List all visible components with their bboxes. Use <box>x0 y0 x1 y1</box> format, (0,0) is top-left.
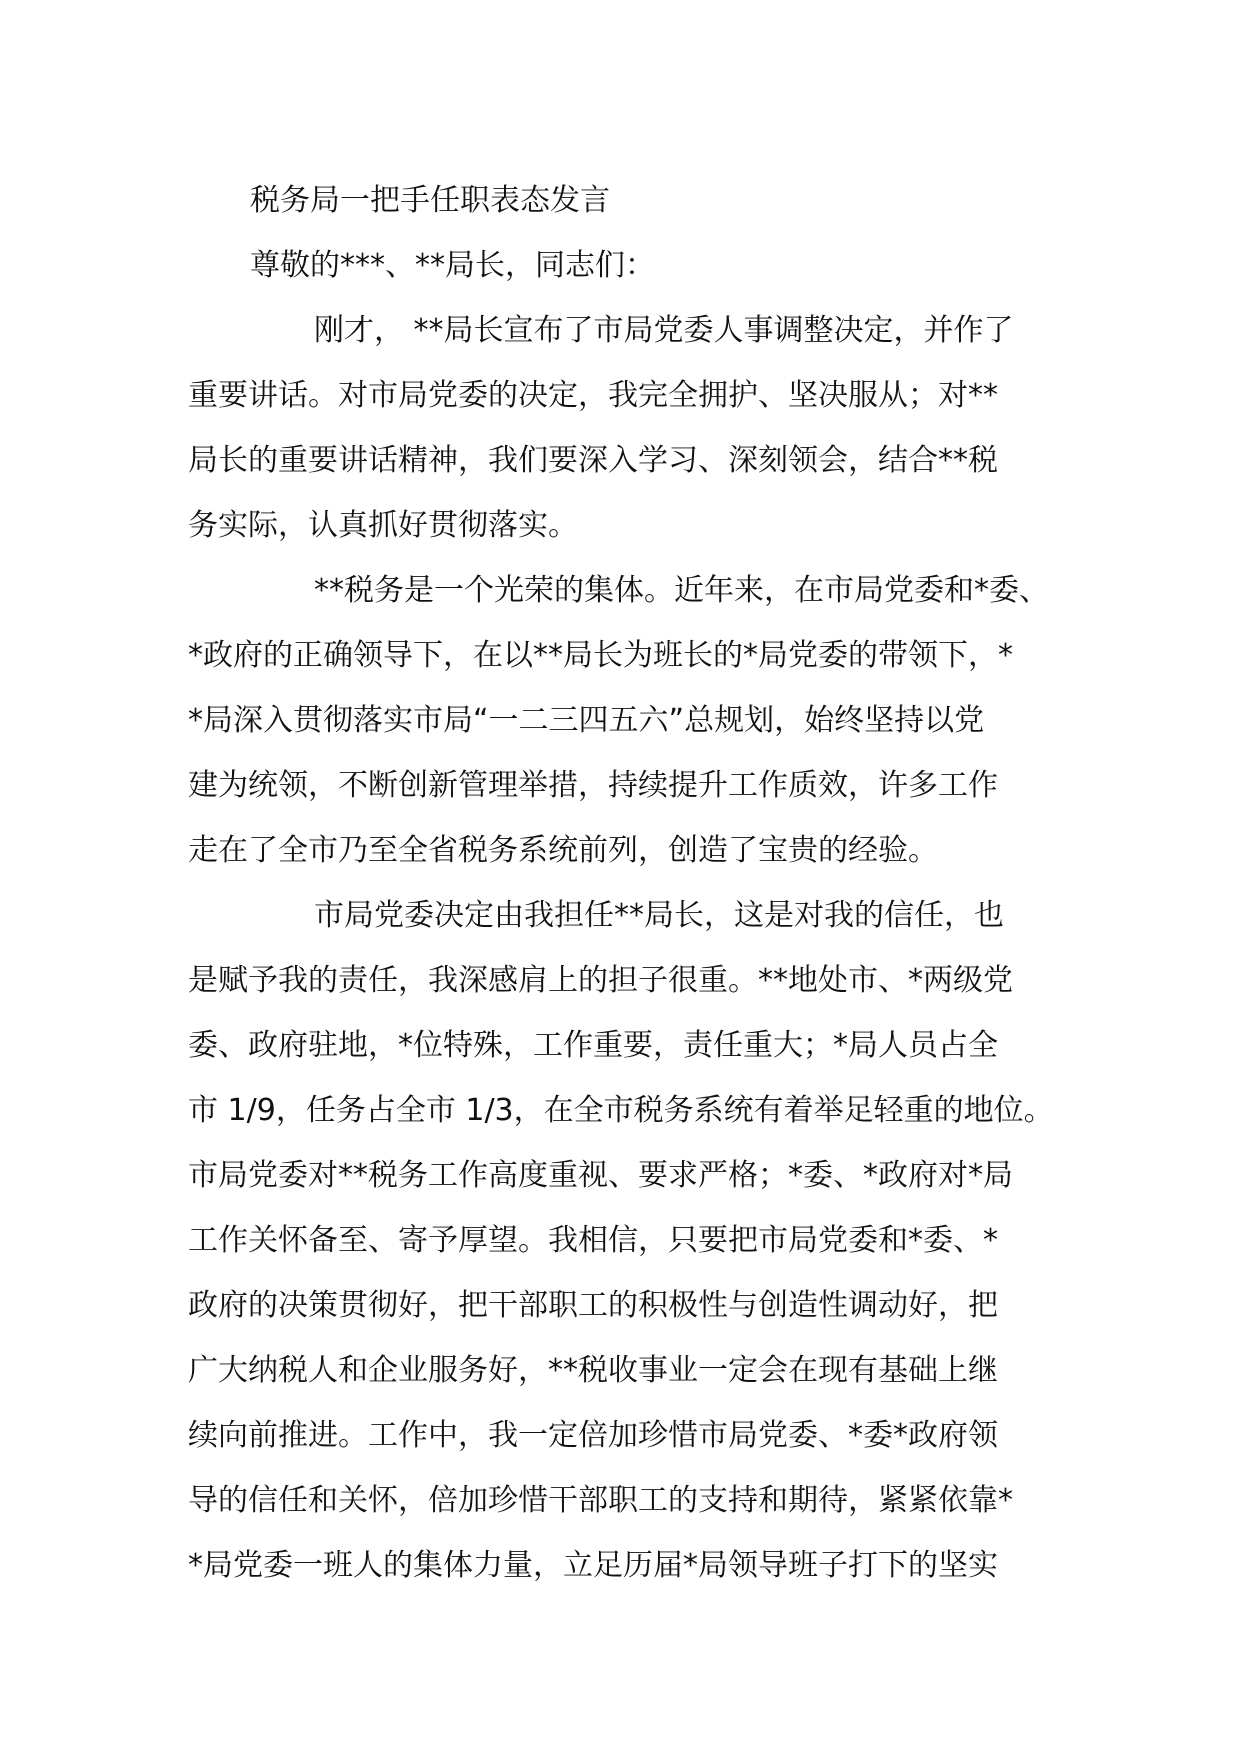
paragraph-line: **税务是一个光荣的集体。近年来，在市局党委和*委、 <box>314 573 1049 608</box>
document-body <box>188 168 1068 1598</box>
paragraph-line: 政府的决策贯彻好，把干部职工的积极性与创造性调动好，把 <box>188 1288 998 1323</box>
paragraph-3 <box>188 883 1068 1598</box>
paragraph-1 <box>188 298 1068 558</box>
paragraph-line: 市 1/9，任务占全市 1/3，在全市税务系统有着举足轻重的地位。 <box>188 1093 1054 1128</box>
paragraph-line: 委、政府驻地，*位特殊，工作重要，责任重大；*局人员占全 <box>188 1028 998 1063</box>
paragraph-line: 走在了全市乃至全省税务系统前列，创造了宝贵的经验。 <box>188 833 938 868</box>
paragraph-line: 市局党委对**税务工作高度重视、要求严格；*委、*政府对*局 <box>188 1158 1013 1193</box>
paragraph-line: 局长的重要讲话精神，我们要深入学习、深刻领会，结合**税 <box>188 443 998 478</box>
paragraph-line: *局深入贯彻落实市局“一二三四五六”总规划，始终坚持以党 <box>188 703 985 738</box>
paragraph-line: 导的信任和关怀，倍加珍惜干部职工的支持和期待，紧紧依靠* <box>188 1483 1013 1518</box>
paragraph-line: 是赋予我的责任，我深感肩上的担子很重。**地处市、*两级党 <box>188 963 1013 998</box>
document-title: 税务局一把手任职表态发言 <box>250 183 610 218</box>
paragraph-line: 续向前推进。工作中，我一定倍加珍惜市局党委、*委*政府领 <box>188 1418 998 1453</box>
paragraph-line: 重要讲话。对市局党委的决定，我完全拥护、坚决服从；对** <box>188 378 998 413</box>
paragraph-line: 建为统领，不断创新管理举措，持续提升工作质效，许多工作 <box>188 768 998 803</box>
paragraph-line: *政府的正确领导下，在以**局长为班长的*局党委的带领下，* <box>188 638 1013 673</box>
paragraph-line: 刚才， **局长宣布了市局党委人事调整决定，并作了 <box>314 313 1014 348</box>
salutation: 尊敬的***、**局长，同志们： <box>250 248 655 283</box>
paragraph-line: 广大纳税人和企业服务好，**税收事业一定会在现有基础上继 <box>188 1353 998 1388</box>
paragraph-line: 工作关怀备至、寄予厚望。我相信，只要把市局党委和*委、* <box>188 1223 998 1258</box>
paragraph-2 <box>188 558 1068 883</box>
paragraph-line: 务实际，认真抓好贯彻落实。 <box>188 508 578 543</box>
paragraph-line: *局党委一班人的集体力量，立足历届*局领导班子打下的坚实 <box>188 1548 998 1583</box>
paragraph-line: 市局党委决定由我担任**局长，这是对我的信任，也 <box>314 898 1004 933</box>
